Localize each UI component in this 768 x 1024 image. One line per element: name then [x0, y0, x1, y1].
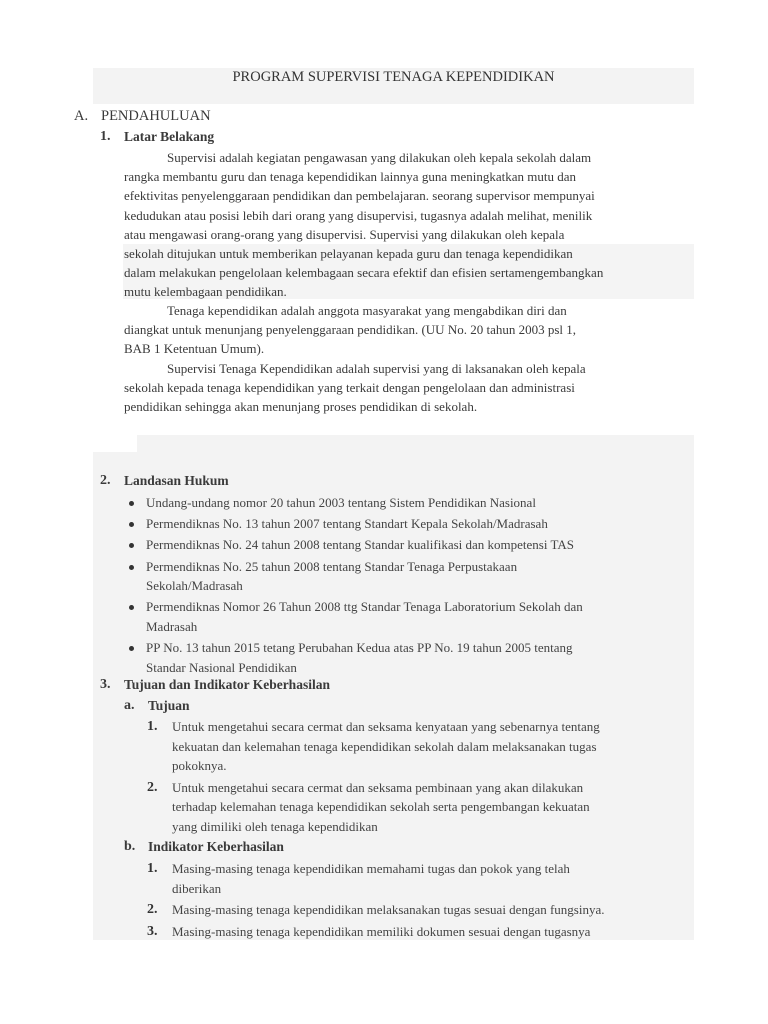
tujuan-indikator-number: 3.: [100, 677, 111, 692]
bullet-icon: [129, 522, 134, 527]
bullet-icon: [129, 605, 134, 610]
paragraph-line: efektivitas penyelenggaraan pendidikan dan pembelajaran. seorang supervisor mempunyai: [124, 188, 595, 204]
latar-belakang-paragraph-3: [124, 359, 699, 417]
bullet-icon: [129, 501, 134, 506]
list-item-line: Permendiknas No. 13 tahun 2007 tentang Standart Kepala Sekolah/Madrasah: [146, 516, 548, 532]
list-item: [147, 859, 687, 898]
tujuan-label: a.: [124, 698, 135, 713]
latar-belakang-number: 1.: [100, 129, 111, 144]
latar-belakang-heading: Latar Belakang: [124, 129, 215, 144]
list-item-line: Permendiknas No. 25 tahun 2008 tentang Standar Tenaga Perpustakaan: [146, 558, 518, 574]
list-item-line: pokoknya.: [172, 758, 227, 774]
list-item-line: Masing-masing tenaga kependidikan melaksanakan tugas sesuai dengan fungsinya.: [172, 902, 605, 918]
list-item-line: terhadap kelemahan tenaga kependidikan sekolah serta pengembangan kekuatan: [172, 799, 590, 815]
paragraph-line: sekolah kepada tenaga kependidikan yang terkait dengan pengelolaan dan administrasi: [124, 380, 575, 396]
document-title: PROGRAM SUPERVISI TENAGA KEPENDIDIKAN: [232, 69, 555, 85]
landasan-hukum-number: 2.: [100, 473, 111, 488]
indikator-list: [147, 859, 687, 941]
list-item-line: Masing-masing tenaga kependidikan memiliki dokumen sesuai dengan tugasnya: [172, 923, 591, 939]
list-item-line: PP No. 13 tahun 2015 tetang Perubahan Kedua atas PP No. 19 tahun 2005 tentang: [146, 640, 573, 656]
list-item: [124, 514, 684, 534]
list-item: [147, 778, 687, 837]
paragraph-line: Supervisi adalah kegiatan pengawasan yang dilakukan oleh kepala sekolah dalam: [167, 150, 592, 165]
list-item-line: Undang-undang nomor 20 tahun 2003 tentang Sistem Pendidikan Nasional: [146, 495, 536, 510]
tujuan-indikator-heading: Tujuan dan Indikator Keberhasilan: [124, 677, 330, 692]
list-item-line: Permendiknas Nomor 26 Tahun 2008 ttg Standar Tenaga Laboratorium Sekolah dan: [146, 599, 583, 615]
paragraph-line: atau mengawasi orang-orang yang disupervisi. Supervisi yang dilakukan oleh kepala: [124, 226, 565, 242]
list-item: [124, 638, 684, 677]
tujuan-heading: Tujuan: [148, 698, 190, 713]
list-item-line: Sekolah/Madrasah: [146, 578, 243, 594]
list-item-line: kekuatan dan kelemahan tenaga kependidikan sekolah dalam melaksanakan tugas: [172, 738, 597, 754]
list-item: [124, 597, 684, 636]
latar-belakang-paragraph-1: [124, 148, 699, 302]
item-number: 2.: [147, 902, 158, 918]
paragraph-line: dalam melakukan pengelolaan kelembagaan secara efektif dan efisien sertamengembangkan: [124, 265, 604, 281]
list-item: [124, 535, 684, 555]
list-item-line: Untuk mengetahui secara cermat dan seksama kenyataan yang sebenarnya tentang: [172, 719, 600, 734]
paragraph-line: sekolah ditujukan untuk memberikan pelayanan kepada guru dan tenaga kependidikan: [124, 246, 573, 262]
paragraph-line: rangka membantu guru dan tenaga kependidikan lainnya guna meningkatkan mutu dan: [124, 169, 576, 185]
indikator-heading: Indikator Keberhasilan: [148, 839, 284, 854]
list-item-line: Untuk mengetahui secara cermat dan seksama pembinaan yang akan dilakukan: [172, 779, 584, 795]
list-item-line: Standar Nasional Pendidikan: [146, 659, 297, 675]
paragraph-line: BAB 1 Ketentuan Umum).: [124, 341, 265, 357]
paragraph-line: kedudukan atau posisi lebih dari orang yang disupervisi, tugasnya adalah melihat, menilik: [124, 207, 593, 223]
paragraph-line: Tenaga kependidikan adalah anggota masyarakat yang mengabdikan diri dan: [167, 303, 567, 318]
paragraph-line: Supervisi Tenaga Kependidikan adalah supervisi yang di laksanakan oleh kepala: [167, 361, 586, 376]
indikator-label: b.: [124, 839, 136, 854]
paragraph-line: diangkat untuk menunjang penyelenggaraan pendidikan. (UU No. 20 tahun 2003 psl 1,: [124, 322, 577, 338]
section-a-label: A.: [74, 108, 89, 124]
list-item: [124, 493, 684, 513]
paragraph-line: pendidikan sehingga akan menunjang proses pendidikan di sekolah.: [124, 399, 478, 415]
list-item-line: Masing-masing tenaga kependidikan memahami tugas dan pokok yang telah: [172, 861, 570, 876]
section-a-heading: [74, 107, 211, 125]
tujuan-list: [147, 717, 687, 837]
item-number: 1.: [147, 719, 158, 734]
section-a-title: PENDAHULUAN: [101, 108, 211, 124]
list-item-line: Permendiknas No. 24 tahun 2008 tentang Standar kualifikasi dan kompetensi TAS: [146, 537, 575, 553]
list-item: [147, 717, 687, 776]
bullet-icon: [129, 543, 134, 548]
bullet-icon: [129, 565, 134, 570]
list-item-line: yang dimiliki oleh tenaga kependidikan: [172, 818, 378, 834]
bullet-icon: [129, 646, 134, 651]
item-number: 2.: [147, 779, 158, 795]
landasan-hukum-list: [124, 493, 684, 679]
list-item: [147, 900, 687, 920]
item-number: 3.: [147, 923, 158, 939]
paragraph-line: mutu kelembagaan pendidikan.: [124, 284, 287, 300]
item-number: 1.: [147, 861, 158, 876]
list-item: [147, 922, 687, 942]
landasan-hukum-heading: Landasan Hukum: [124, 473, 229, 488]
list-item: [124, 557, 684, 596]
list-item-line: Madrasah: [146, 618, 198, 634]
latar-belakang-paragraph-2: [124, 301, 699, 359]
list-item-line: diberikan: [172, 880, 222, 896]
